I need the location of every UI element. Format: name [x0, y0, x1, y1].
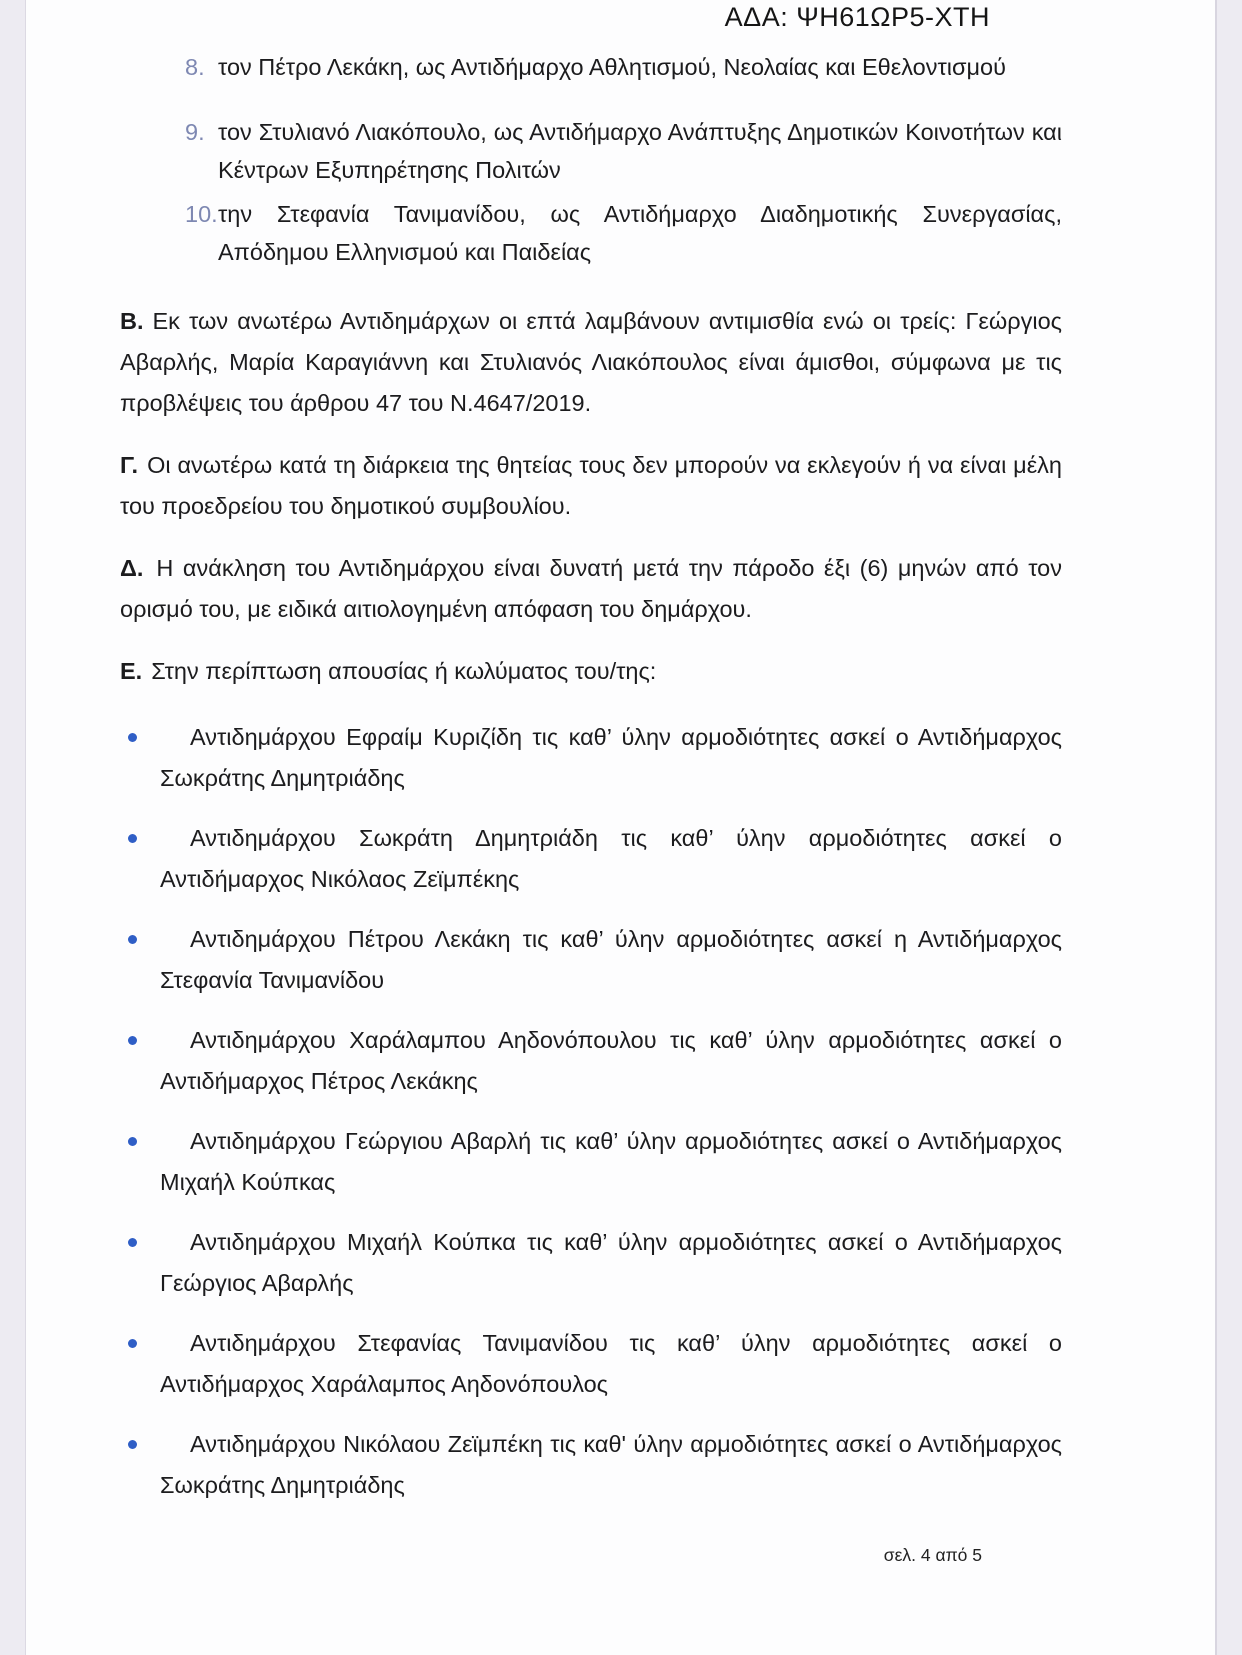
bullet-icon [128, 1137, 137, 1146]
bullet-icon [128, 834, 137, 843]
bullet-item [160, 1121, 1062, 1203]
bullet-text: Αντιδημάρχου Νικόλαου Ζεϊμπέκη τις καθ' ύλην αρμοδιότητες ασκεί ο Αντιδήμαρχος Σωκράτης Δημητριάδης [160, 1431, 1062, 1498]
paragraph-text: Οι ανωτέρω κατά τη διάρκεια της θητείας τους δεν μπορούν να εκλεγούν ή να είναι μέλη του προεδρείου του δημοτικού συμβουλίου. [120, 452, 1062, 519]
document-body [120, 48, 1062, 1525]
bullet-icon [128, 733, 137, 742]
paragraph-d [120, 548, 1062, 630]
bullet-item [160, 919, 1062, 1001]
list-item-text: τον Στυλιανό Λιακόπουλο, ως Αντιδήμαρχο Ανάπτυξης Δημοτικών Κοινοτήτων και Κέντρων Εξυπηρέτησης Πολιτών [218, 119, 1062, 183]
bullet-item [160, 717, 1062, 799]
bullet-item [160, 1020, 1062, 1102]
list-item-text: την Στεφανία Τανιμανίδου, ως Αντιδήμαρχο Διαδημοτικής Συνεργασίας, Απόδημου Ελληνισμού και Παιδείας [218, 201, 1062, 265]
paragraph-label: Ε. [120, 658, 143, 684]
paragraph-text: Εκ των ανωτέρω Αντιδημάρχων οι επτά λαμβάνουν αντιμισθία ενώ οι τρείς: Γεώργιος Αβαρλής, Μαρία Καραγιάννη και Στυλιανός Λιακόπουλος είναι άμισθοι, σύμφωνα με τις προβλέψεις του άρθρου 47 του Ν.4647/2019. [120, 308, 1062, 416]
ada-header: ΑΔΑ: ΨΗ61ΩΡ5-ΧΤΗ [724, 2, 990, 32]
list-item [185, 113, 1062, 189]
bullet-list [160, 717, 1062, 1506]
list-item-number: 9. [185, 119, 205, 145]
bullet-icon [128, 935, 137, 944]
list-item-number: 8. [185, 54, 205, 80]
list-item-number: 10. [185, 201, 218, 227]
bullet-text: Αντιδημάρχου Χαράλαμπου Αηδονόπουλου τις καθ’ ύλην αρμοδιότητες ασκεί ο Αντιδήμαρχος Πέτρος Λεκάκης [160, 1027, 1062, 1094]
bullet-text: Αντιδημάρχου Στεφανίας Τανιμανίδου τις καθ’ ύλην αρμοδιότητες ασκεί ο Αντιδήμαρχος Χαράλαμπος Αηδονόπουλος [160, 1330, 1062, 1397]
bullet-item [160, 1323, 1062, 1405]
bullet-icon [128, 1440, 137, 1449]
paragraph-e [120, 651, 1062, 692]
page-edge-left [0, 0, 26, 1655]
bullet-text: Αντιδημάρχου Εφραίμ Κυριζίδη τις καθ’ ύλην αρμοδιότητες ασκεί ο Αντιδήμαρχος Σωκράτης Δημητριάδης [160, 724, 1062, 791]
list-item [185, 48, 1062, 86]
list-item [185, 195, 1062, 271]
bullet-icon [128, 1238, 137, 1247]
page-number: σελ. 4 από 5 [883, 1545, 982, 1565]
paragraph-text: Στην περίπτωση απουσίας ή κωλύματος του/της: [151, 658, 657, 684]
paragraph-g [120, 445, 1062, 527]
bullet-item [160, 1222, 1062, 1304]
bullet-item [160, 818, 1062, 900]
paragraph-label: Β. [120, 308, 144, 334]
numbered-list [185, 48, 1062, 271]
paragraph-label: Δ. [120, 555, 144, 581]
bullet-text: Αντιδημάρχου Μιχαήλ Κούπκα τις καθ’ ύλην αρμοδιότητες ασκεί ο Αντιδήμαρχος Γεώργιος Αβαρλής [160, 1229, 1062, 1296]
paragraph-b [120, 301, 1062, 424]
bullet-item [160, 1424, 1062, 1506]
bullet-icon [128, 1036, 137, 1045]
bullet-icon [128, 1339, 137, 1348]
page-edge-right [1215, 0, 1242, 1655]
paragraph-text: Η ανάκληση του Αντιδημάρχου είναι δυνατή μετά την πάροδο έξι (6) μηνών από τον ορισμό του, με ειδικά αιτιολογημένη απόφαση του δημάρχου. [120, 555, 1062, 622]
list-item-text: τον Πέτρο Λεκάκη, ως Αντιδήμαρχο Αθλητισμού, Νεολαίας και Εθελοντισμού [218, 54, 1006, 80]
paragraph-label: Γ. [120, 452, 139, 478]
bullet-text: Αντιδημάρχου Γεώργιου Αβαρλή τις καθ’ ύλην αρμοδιότητες ασκεί ο Αντιδήμαρχος Μιχαήλ Κούπκας [160, 1128, 1062, 1195]
bullet-text: Αντιδημάρχου Σωκράτη Δημητριάδη τις καθ’ ύλην αρμοδιότητες ασκεί ο Αντιδήμαρχος Νικόλαος Ζεϊμπέκης [160, 825, 1062, 892]
bullet-text: Αντιδημάρχου Πέτρου Λεκάκη τις καθ’ ύλην αρμοδιότητες ασκεί η Αντιδήμαρχος Στεφανία Τανιμανίδου [160, 926, 1062, 993]
